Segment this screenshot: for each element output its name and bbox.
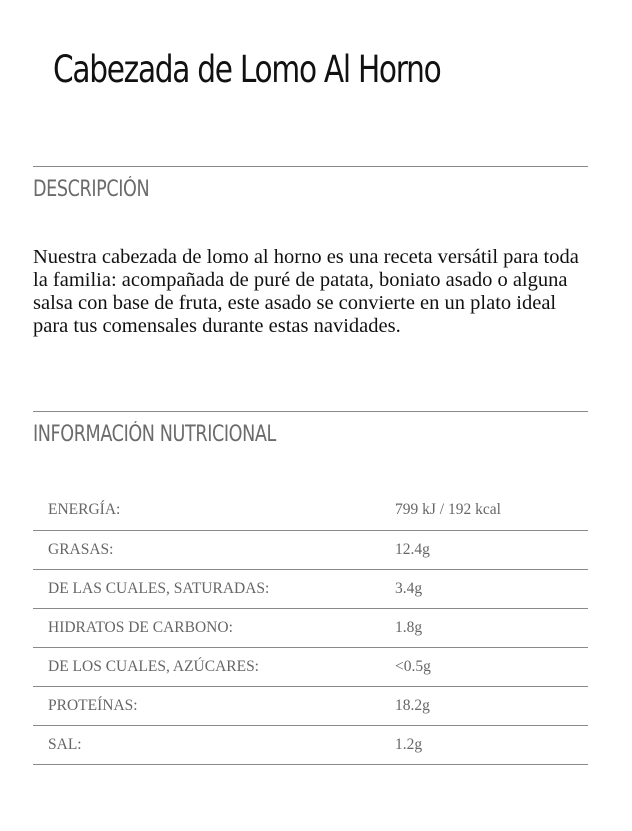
nutrient-value: 1.8g	[395, 618, 423, 636]
table-row	[33, 491, 588, 530]
nutrient-value: 3.4g	[395, 579, 423, 597]
table-row	[33, 608, 588, 647]
nutrition-table	[33, 491, 588, 765]
nutrient-label: DE LOS CUALES, AZÚCARES:	[48, 657, 259, 675]
table-row	[33, 647, 588, 686]
description-heading: DESCRIPCIÓN	[33, 177, 150, 202]
nutrient-label: DE LAS CUALES, SATURADAS:	[48, 579, 270, 597]
description-divider	[33, 166, 588, 167]
table-row	[33, 530, 588, 569]
nutrition-heading: INFORMACIÓN NUTRICIONAL	[33, 422, 276, 447]
nutrient-label: ENERGÍA:	[48, 501, 121, 519]
nutrient-label: GRASAS:	[48, 540, 114, 558]
nutrient-value: 12.4g	[395, 540, 430, 558]
page-title: Cabezada de Lomo Al Horno	[53, 48, 441, 91]
nutrient-value: 18.2g	[395, 696, 430, 714]
nutrient-label: PROTEÍNAS:	[48, 696, 138, 714]
table-row	[33, 686, 588, 725]
table-row	[33, 725, 588, 764]
nutrient-value: 1.2g	[395, 735, 423, 753]
table-row	[33, 569, 588, 608]
nutrient-value: 799 kJ / 192 kcal	[395, 501, 501, 519]
description-text: Nuestra cabezada de lomo al horno es una receta versátil para toda la familia: acompañada de puré de patata, boniato asado o alguna salsa con base de fruta, este asado se convierte en un plato ideal para tus comensales durante estas navidades.	[33, 246, 579, 337]
nutrition-divider	[33, 411, 588, 412]
nutrient-label: HIDRATOS DE CARBONO:	[48, 618, 233, 636]
nutrient-label: SAL:	[48, 735, 82, 753]
nutrient-value: <0.5g	[395, 657, 431, 675]
